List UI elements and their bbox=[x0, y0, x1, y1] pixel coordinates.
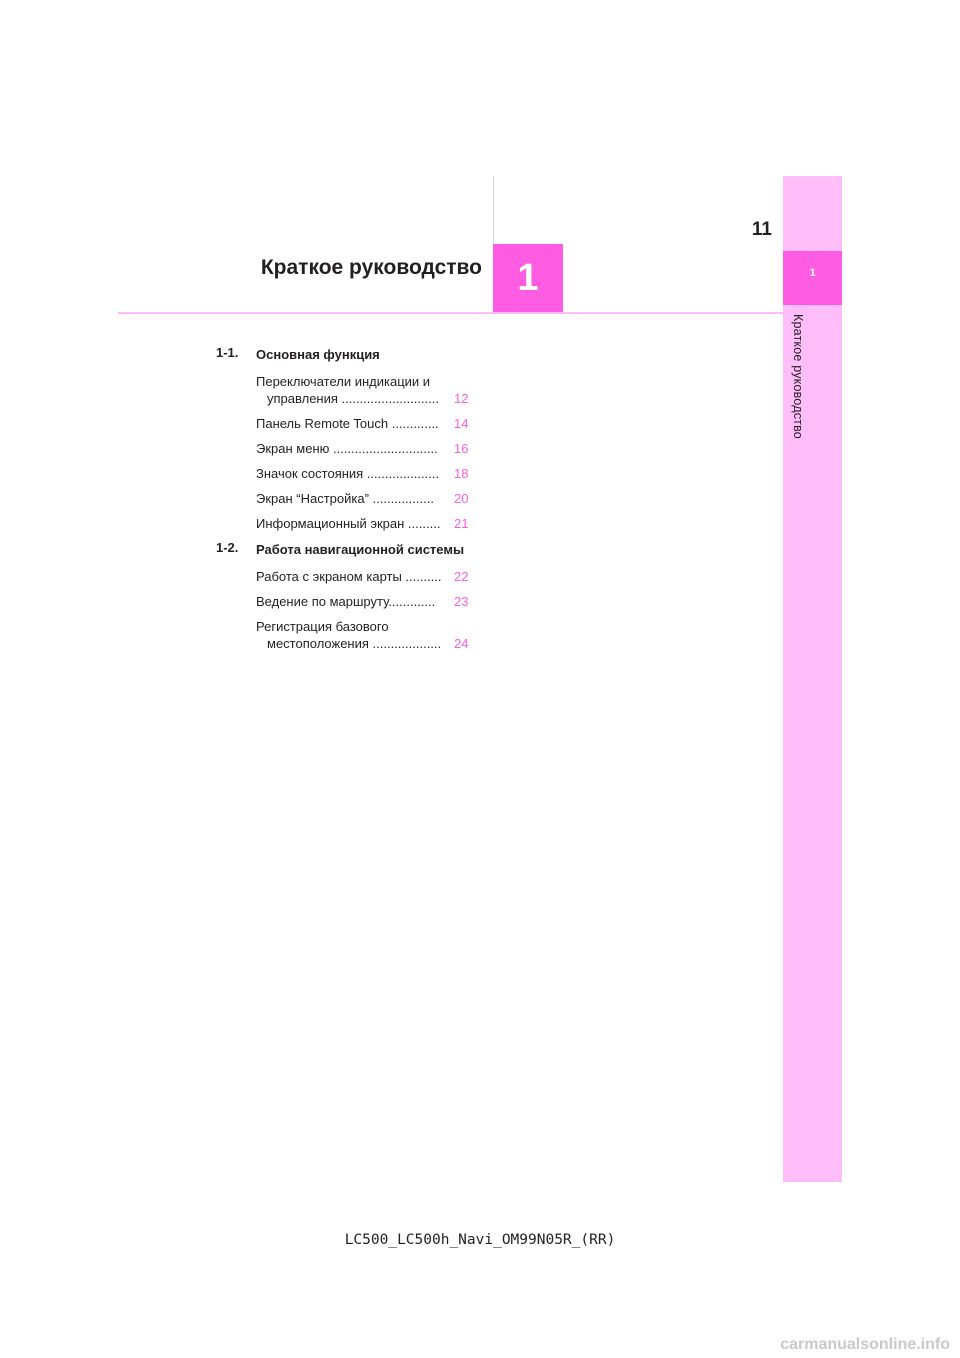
toc-section-title: Основная функция bbox=[256, 347, 380, 362]
toc-entry-label: Панель Remote Touch ............. bbox=[256, 416, 439, 431]
toc-entry-label: Ведение по маршруту............. bbox=[256, 594, 436, 609]
toc-section-title: Работа навигационной системы bbox=[256, 542, 465, 557]
toc-entry-page-link[interactable]: 23 bbox=[454, 594, 469, 609]
toc-entry-label: Информационный экран ......... bbox=[256, 516, 441, 531]
toc-entry[interactable] bbox=[256, 440, 468, 457]
side-tab-number: 1 bbox=[809, 267, 816, 279]
toc-entry-page-link[interactable]: 24 bbox=[454, 636, 469, 651]
page-number: 11 bbox=[751, 219, 772, 240]
toc-entry-label: Переключатели индикации и управления ........................... bbox=[256, 374, 440, 406]
side-tab-label: Краткое руководство bbox=[791, 314, 805, 439]
toc-section-number: 1-1. bbox=[216, 345, 239, 360]
chapter-number: 1 bbox=[517, 257, 539, 299]
toc-entry[interactable] bbox=[256, 373, 468, 407]
toc-section-heading bbox=[216, 345, 468, 365]
toc-entry-label: Экран меню ............................. bbox=[256, 441, 438, 456]
toc-entry-page-link[interactable]: 22 bbox=[454, 569, 469, 584]
header-divider bbox=[493, 176, 494, 246]
toc-entry-page-link[interactable]: 18 bbox=[454, 466, 469, 481]
toc-section-heading bbox=[216, 540, 468, 560]
toc-entry-label: Регистрация базового местоположения ................... bbox=[256, 619, 442, 651]
toc-section bbox=[216, 540, 468, 652]
watermark: carmanualsonline.info bbox=[780, 1336, 950, 1353]
toc-entry-page-link[interactable]: 21 bbox=[454, 516, 469, 531]
toc-entry-page-link[interactable]: 12 bbox=[454, 391, 469, 406]
document-code-footer: LC500_LC500h_Navi_OM99N05R_(RR) bbox=[344, 1232, 616, 1248]
toc-entry[interactable] bbox=[256, 515, 468, 532]
table-of-contents bbox=[216, 345, 468, 660]
toc-entry[interactable] bbox=[256, 490, 468, 507]
toc-entry[interactable] bbox=[256, 593, 468, 610]
toc-entry-label: Экран “Настройка” ................. bbox=[256, 491, 434, 506]
toc-section bbox=[216, 345, 468, 532]
toc-entry[interactable] bbox=[256, 618, 468, 652]
toc-entry[interactable] bbox=[256, 465, 468, 482]
toc-entry-label: Значок состояния .................... bbox=[256, 466, 440, 481]
toc-entry-page-link[interactable]: 20 bbox=[454, 491, 469, 506]
toc-entry[interactable] bbox=[256, 568, 468, 585]
chapter-title: Краткое руководство bbox=[260, 256, 482, 279]
toc-section-number: 1-2. bbox=[216, 540, 239, 555]
toc-entry-label: Работа с экраном карты .......... bbox=[256, 569, 442, 584]
toc-entry[interactable] bbox=[256, 415, 468, 432]
toc-entry-page-link[interactable]: 16 bbox=[454, 441, 469, 456]
header-rule bbox=[118, 312, 783, 314]
toc-entry-page-link[interactable]: 14 bbox=[454, 416, 469, 431]
